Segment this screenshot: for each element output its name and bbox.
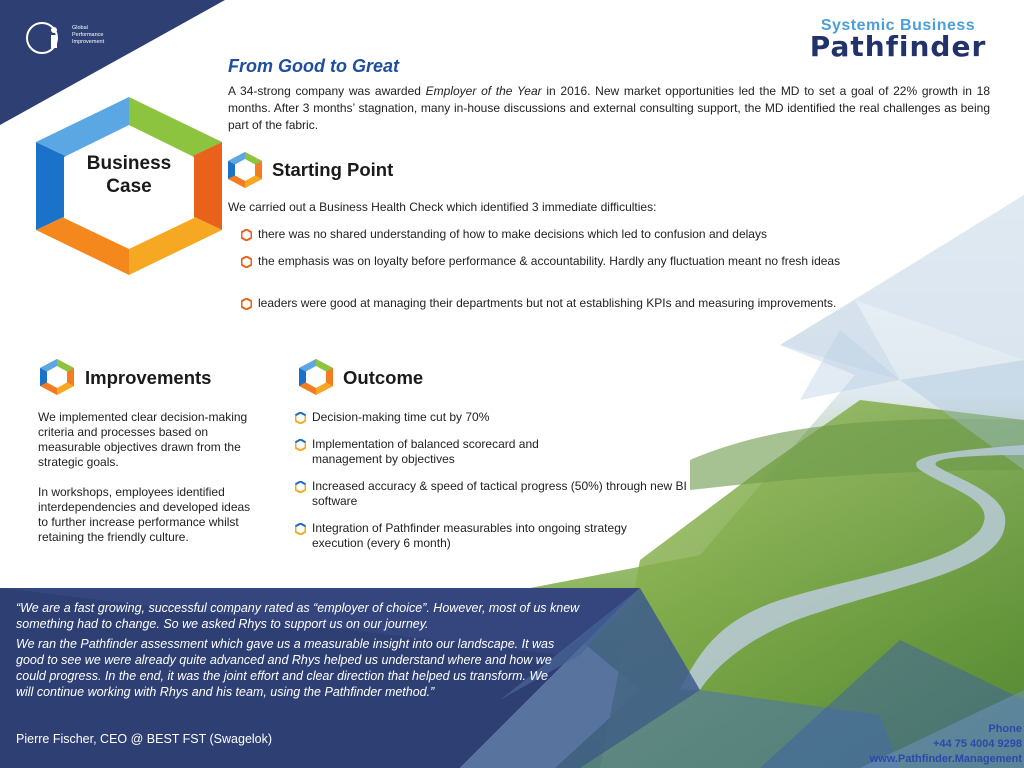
hexagon-bullet-icon [241, 256, 252, 268]
hexagon-bullet-icon [241, 229, 252, 241]
outcome-title: Outcome [343, 367, 424, 388]
phone-label: Phone [988, 723, 1022, 735]
starting-point-intro: We carried out a Business Health Check which identified 3 immediate difficulties: [228, 200, 657, 214]
improvements-title: Improvements [85, 367, 212, 388]
testimonial-quote: “We are a fast growing, successful company rated as “employer of choice”. However, most of us knew something had to change. So we asked Rhys to support us on our journey. We ran the Pathfinder assessment which gave us a measurable insight into our landscape. It was good to see we were already quite advanced and Rhys helped us understand where and how we could progress. In the end, it was the joint effort and clear direction that helped us transform. We will continue working with Rhys and his team, using the Pathfinder method.” [16, 601, 580, 699]
phone-number[interactable]: +44 75 4004 9298 [932, 738, 1022, 750]
gpi-logo-icon [24, 20, 64, 56]
page-title: From Good to Great [228, 56, 399, 76]
starting-point-title: Starting Point [272, 159, 394, 180]
testimonial-author: Pierre Fischer, CEO @ BEST FST (Swagelok) [16, 732, 273, 746]
pathfinder-logo-subtitle: Systemic Business [820, 17, 976, 34]
starting-point-hexagon-icon [228, 152, 262, 188]
pathfinder-logo-title: Pathfinder [809, 30, 987, 63]
improvements-text: We implemented clear decision-making criteria and processes based on measurable objectives drawn from the strategic goals. In workshops, employees identified interdependencies and developed ideas to further increase performance whilst retaining the friendly culture. [38, 410, 251, 544]
business-case-label: Business Case [86, 153, 172, 197]
intro-paragraph: A 34-strong company was awarded Employer of the Year in 2016. New market opportunities led the MD to set a goal of 22% growth in 18 months. After 3 months’ stagnation, many in-house discussions and external consulting support, the MD identified the real challenges as being part of the fabric. [228, 84, 990, 132]
website-link[interactable]: www.Pathfinder.Management [869, 753, 1022, 765]
multicolor-hexagon-bullet-icon [295, 481, 306, 493]
contact-info [870, 722, 1022, 767]
hexagon-bullet-icon [241, 298, 252, 310]
multicolor-hexagon-bullet-icon [295, 439, 306, 451]
multicolor-hexagon-bullet-icon [295, 523, 306, 535]
outcome-hexagon-icon [299, 359, 333, 395]
gpi-logo-text: Global Performance Improvement [72, 25, 105, 45]
multicolor-hexagon-bullet-icon [295, 412, 306, 424]
improvements-hexagon-icon [40, 359, 74, 395]
gpi-logo [24, 20, 124, 60]
pathfinder-logo [808, 17, 988, 63]
